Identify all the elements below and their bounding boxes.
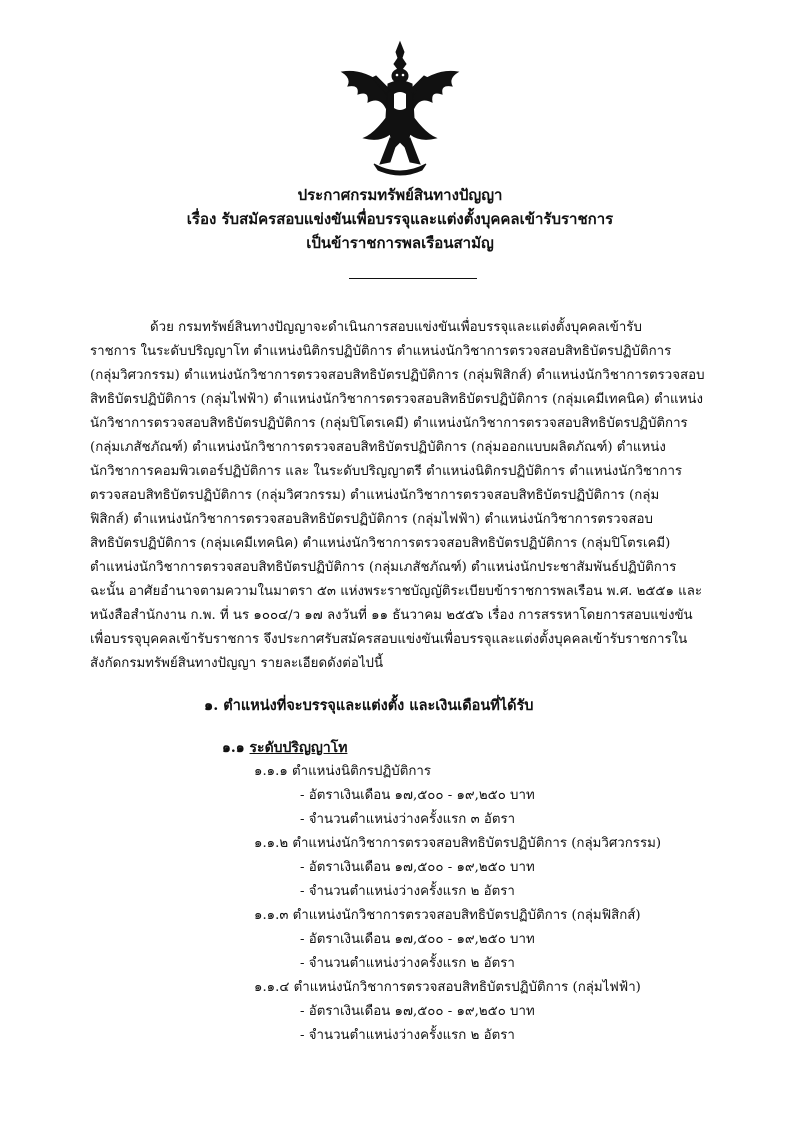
position-vacancy: - จำนวนตำแหน่งว่างครั้งแรก ๒ อัตรา — [300, 1028, 515, 1043]
position-label: ๑.๑.๒ ตำแหน่งนักวิชาการตรวจสอบสิทธิบัตรปฏิบัติการ (กลุ่มวิศวกรรม) — [254, 836, 662, 851]
position-salary: - อัตราเงินเดือน ๑๗,๕๐๐ - ๑๙,๒๕๐ บาท — [300, 860, 535, 875]
announcement-title: ประกาศกรมทรัพย์สินทางปัญญา — [297, 186, 503, 204]
paragraph-line: หนังสือสำนักงาน ก.พ. ที่ นร ๑๐๐๔/ว ๑๗ ลงวันที่ ๑๑ ธันวาคม ๒๕๕๖ เรื่อง การสรรหาโดยการสอบแข่งขัน — [90, 608, 693, 623]
garuda-emblem-icon — [334, 38, 466, 178]
announcement-subject-line2: เป็นข้าราชการพลเรือนสามัญ — [306, 234, 494, 252]
paragraph-line: ด้วย กรมทรัพย์สินทางปัญญาจะดำเนินการสอบแข่งขันเพื่อบรรจุและแต่งตั้งบุคคลเข้ารับ — [150, 320, 642, 335]
position-label: ๑.๑.๑ ตำแหน่งนิติกรปฏิบัติการ — [254, 764, 432, 779]
position-label: ๑.๑.๓ ตำแหน่งนักวิชาการตรวจสอบสิทธิบัตรปฏิบัติการ (กลุ่มฟิสิกส์) — [254, 908, 641, 923]
paragraph-line: เพื่อบรรจุบุคคลเข้ารับราชการ จึงประกาศรับสมัครสอบแข่งขันเพื่อบรรจุและแต่งตั้งบุคคลเข้ารับราชการใน — [90, 632, 688, 647]
position-label: ๑.๑.๔ ตำแหน่งนักวิชาการตรวจสอบสิทธิบัตรปฏิบัติการ (กลุ่มไฟฟ้า) — [254, 980, 641, 995]
paragraph-line: สิทธิบัตรปฏิบัติการ (กลุ่มไฟฟ้า) ตำแหน่งนักวิชาการตรวจสอบสิทธิบัตรปฏิบัติการ (กลุ่มเคมีเทคนิค) ตำแหน่ง — [90, 392, 703, 407]
paragraph-line: สิทธิบัตรปฏิบัติการ (กลุ่มเคมีเทคนิค) ตำแหน่งนักวิชาการตรวจสอบสิทธิบัตรปฏิบัติการ (กลุ่มปิโตรเคมี) — [90, 536, 671, 551]
position-salary: - อัตราเงินเดือน ๑๗,๕๐๐ - ๑๙,๒๕๐ บาท — [300, 788, 535, 803]
paragraph-line: ตรวจสอบสิทธิบัตรปฏิบัติการ (กลุ่มวิศวกรรม) ตำแหน่งนักวิชาการตรวจสอบสิทธิบัตรปฏิบัติการ (กลุ่ม — [90, 488, 660, 503]
paragraph-line: ราชการ ในระดับปริญญาโท ตำแหน่งนิติกรปฏิบัติการ ตำแหน่งนักวิชาการตรวจสอบสิทธิบัตรปฏิบัติการ — [90, 344, 672, 359]
paragraph-line: นักวิชาการคอมพิวเตอร์ปฏิบัติการ และ ในระดับปริญญาตรี ตำแหน่งนิติกรปฏิบัติการ ตำแหน่งนักวิชาการ — [90, 464, 683, 479]
paragraph-line: (กลุ่มวิศวกรรม) ตำแหน่งนักวิชาการตรวจสอบสิทธิบัตรปฏิบัติการ (กลุ่มฟิสิกส์) ตำแหน่งนักวิชาการตรวจสอบ — [90, 368, 705, 383]
paragraph-line: สังกัดกรมทรัพย์สินทางปัญญา รายละเอียดดังต่อไปนี้ — [90, 656, 384, 671]
title-divider — [349, 278, 477, 279]
section-heading: ๑. ตำแหน่งที่จะบรรจุและแต่งตั้ง และเงินเดือนที่ได้รับ — [204, 697, 534, 714]
paragraph-line: ตำแหน่งนักวิชาการตรวจสอบสิทธิบัตรปฏิบัติการ (กลุ่มเภสัชภัณฑ์) ตำแหน่งนักประชาสัมพันธ์ปฏิบัติการ — [90, 560, 677, 575]
position-salary: - อัตราเงินเดือน ๑๗,๕๐๐ - ๑๙,๒๕๐ บาท — [300, 1004, 535, 1019]
paragraph-line: ฉะนั้น อาศัยอำนาจตามความในมาตรา ๕๓ แห่งพระราชบัญญัติระเบียบข้าราชการพลเรือน พ.ศ. ๒๕๕๑ และ — [90, 584, 703, 599]
subsection-title: ระดับปริญญาโท — [249, 740, 348, 756]
paragraph-line: นักวิชาการตรวจสอบสิทธิบัตรปฏิบัติการ (กลุ่มปิโตรเคมี) ตำแหน่งนักวิชาการตรวจสอบสิทธิบัตรปฏิบัติการ — [90, 416, 688, 431]
position-vacancy: - จำนวนตำแหน่งว่างครั้งแรก ๒ อัตรา — [300, 884, 515, 899]
paragraph-line: (กลุ่มเภสัชภัณฑ์) ตำแหน่งนักวิชาการตรวจสอบสิทธิบัตรปฏิบัติการ (กลุ่มออกแบบผลิตภัณฑ์) ตำแหน่ง — [90, 440, 666, 455]
announcement-subject: เรื่อง รับสมัครสอบแข่งขันเพื่อบรรจุและแต่งตั้งบุคคลเข้ารับราชการ — [186, 210, 614, 228]
position-salary: - อัตราเงินเดือน ๑๗,๕๐๐ - ๑๙,๒๕๐ บาท — [300, 932, 535, 947]
paragraph-line: ฟิสิกส์) ตำแหน่งนักวิชาการตรวจสอบสิทธิบัตรปฏิบัติการ (กลุ่มไฟฟ้า) ตำแหน่งนักวิชาการตรวจสอบ — [90, 512, 653, 527]
subsection-heading — [222, 736, 347, 760]
subsection-number: ๑.๑ — [222, 740, 245, 756]
position-vacancy: - จำนวนตำแหน่งว่างครั้งแรก ๓ อัตรา — [300, 812, 516, 827]
position-vacancy: - จำนวนตำแหน่งว่างครั้งแรก ๒ อัตรา — [300, 956, 515, 971]
